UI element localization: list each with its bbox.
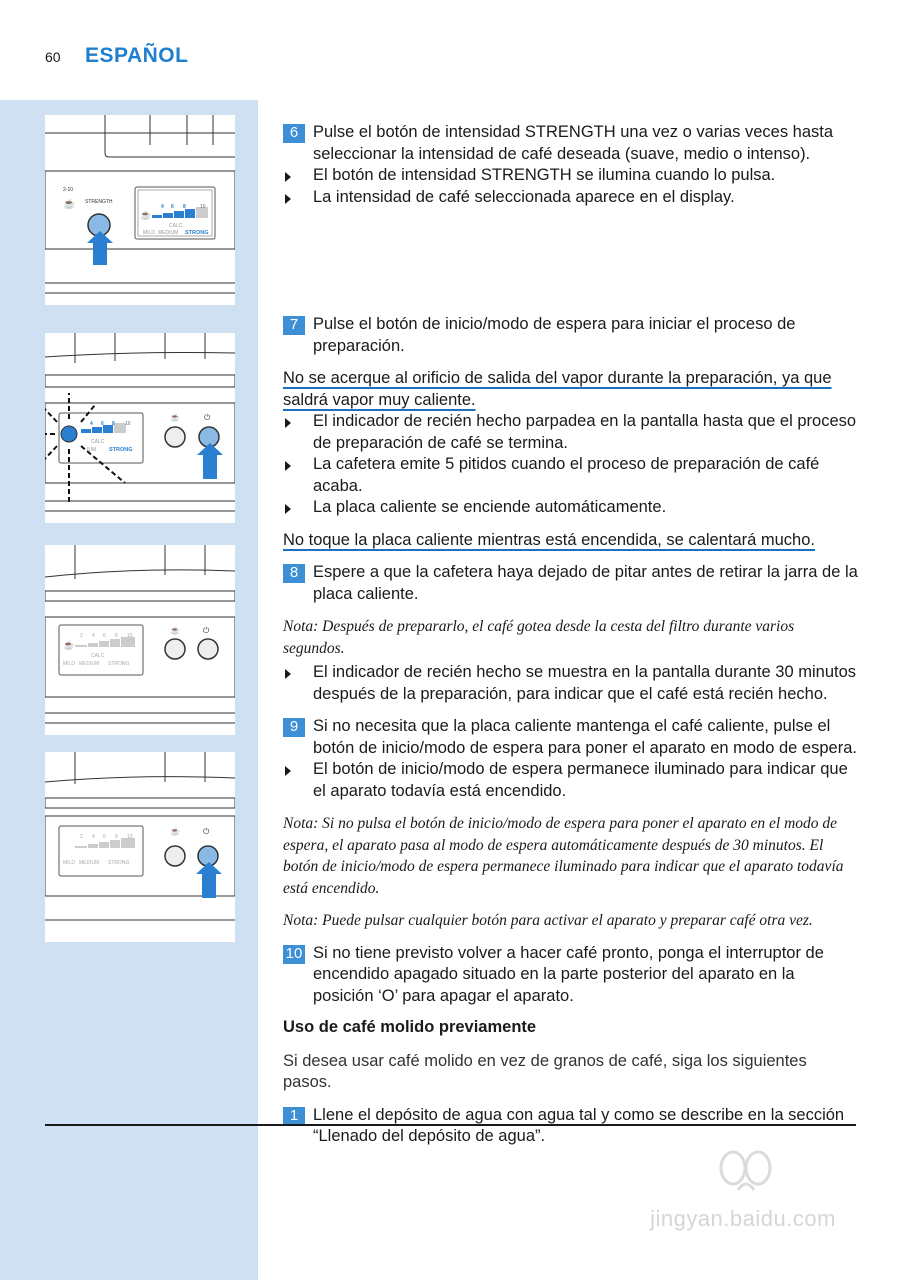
press-arrow-icon bbox=[197, 443, 223, 479]
step-text: Si no necesita que la placa caliente mantenga el café caliente, pulse el botón de inicio/modo de espera para poner el aparato en modo de espera. bbox=[313, 717, 857, 757]
scale-2: 2 bbox=[80, 834, 83, 840]
display-cup-icon: ☕ bbox=[63, 640, 75, 650]
page-language-title: ESPAÑOL bbox=[85, 44, 189, 67]
step-8 bbox=[283, 562, 859, 605]
strong-label: STRONG bbox=[185, 230, 209, 236]
step-text: Pulse el botón de inicio/modo de espera para iniciar el proceso de preparación. bbox=[313, 315, 796, 355]
scale-8: 8 bbox=[115, 834, 118, 840]
mild-label: MILD bbox=[143, 230, 155, 236]
brew-button bbox=[165, 639, 185, 659]
scale-4: 4 bbox=[90, 421, 93, 427]
cup-symbol-icon: ☕ bbox=[170, 827, 180, 836]
note-auto-standby: Nota: Si no pulsa el botón de inicio/modo de espera para poner el aparato en el modo de espera, el aparato pasa al modo de espera automáticamente después de 30 minutos. El botón de inicio/modo de espera permanece iluminado para indicar que el aparato todavía está encendido. bbox=[283, 815, 844, 897]
step-number: 6 bbox=[283, 124, 305, 143]
strong-label: STRONG bbox=[108, 860, 130, 866]
bullet-item: El botón de inicio/modo de espera permanece iluminado para indicar que el aparato todavía está encendido. bbox=[283, 759, 859, 802]
step-text: Pulse el botón de intensidad STRENGTH una vez o varias veces hasta seleccionar la intensidad de café deseada (suave, medio o intenso). bbox=[313, 123, 834, 163]
standby-icon: ⏻ bbox=[203, 626, 210, 635]
bullet-item: El indicador de recién hecho parpadea en la pantalla hasta que el proceso de preparación de café se termina. bbox=[283, 411, 859, 454]
warning-vapor: No se acerque al orificio de salida del vapor durante la preparación, ya que saldrá vapor muy caliente. bbox=[283, 369, 832, 409]
illustration-strength-button bbox=[45, 115, 235, 305]
step-number: 1 bbox=[283, 1107, 305, 1126]
step-7 bbox=[283, 314, 859, 357]
step-text: Llene el depósito de agua con agua tal y como se describe en la sección “Llenado del depósito de agua”. bbox=[313, 1105, 845, 1145]
scale-8: 8 bbox=[112, 421, 115, 427]
watermark-text: jingyan.baidu.com bbox=[650, 1206, 836, 1231]
scale-6: 6 bbox=[103, 633, 106, 639]
brew-button bbox=[165, 427, 185, 447]
scale-10: 10 bbox=[127, 633, 133, 639]
scale-4: 4 bbox=[92, 633, 95, 639]
section-title: Uso de café molido previamente bbox=[283, 1018, 537, 1036]
watermark bbox=[638, 1148, 858, 1258]
scale-6: 6 bbox=[101, 421, 104, 427]
illustration-fresh-indicator bbox=[45, 545, 235, 735]
section-intro: Si desea usar café molido en vez de granos de café, siga los siguientes pasos. bbox=[283, 1051, 807, 1091]
brew-button bbox=[165, 846, 185, 866]
illustration-standby-brewing bbox=[45, 333, 235, 523]
bullet-item: La intensidad de café seleccionada aparece en el display. bbox=[283, 187, 859, 209]
standby-button bbox=[198, 639, 218, 659]
step-number: 8 bbox=[283, 564, 305, 583]
standby-icon: ⏻ bbox=[204, 413, 211, 422]
page-number: 60 bbox=[45, 49, 61, 65]
watermark-logo-icon bbox=[638, 1148, 858, 1208]
scale-10: 10 bbox=[127, 834, 133, 840]
step-1 bbox=[283, 1105, 859, 1148]
scale-2: 4 bbox=[161, 204, 164, 210]
display-cup-icon: ☕ bbox=[140, 210, 152, 220]
press-arrow-icon bbox=[196, 862, 222, 898]
bullet-item: La placa caliente se enciende automáticamente. bbox=[283, 497, 859, 519]
medium-label: MEDIUM bbox=[79, 860, 100, 866]
medium-label: IUM bbox=[87, 447, 97, 453]
mild-label: MILD bbox=[63, 860, 75, 866]
section-divider bbox=[45, 1124, 856, 1126]
scale-4: 6 bbox=[171, 204, 174, 210]
strong-label: STRONG bbox=[108, 661, 130, 667]
calc-label: CALC bbox=[91, 653, 105, 659]
fresh-indicator-icon bbox=[61, 426, 77, 442]
scale-10: 10 bbox=[125, 421, 131, 427]
warning-hotplate: No toque la placa caliente mientras está encendida, se calentará mucho. bbox=[283, 530, 815, 549]
step-6 bbox=[283, 122, 859, 165]
cups-label: 2-10 bbox=[63, 187, 74, 193]
scale-6: 8 bbox=[183, 204, 186, 210]
illustration-standby-mode bbox=[45, 752, 235, 942]
cup-icon: ☕ bbox=[63, 199, 76, 210]
scale-6: 6 bbox=[103, 834, 106, 840]
step-9 bbox=[283, 716, 859, 759]
strong-label: STRONG bbox=[109, 447, 133, 453]
scale-4: 4 bbox=[92, 834, 95, 840]
medium-label: MEDIUM bbox=[79, 661, 100, 667]
bullet-item: El indicador de recién hecho se muestra en la pantalla durante 30 minutos después de la preparación, para indicar que el café está recién hecho. bbox=[283, 662, 859, 705]
note-drip: Nota: Después de prepararlo, el café gotea desde la cesta del filtro durante varios segundos. bbox=[283, 618, 795, 657]
bullet-item: La cafetera emite 5 pitidos cuando el proceso de preparación de café acaba. bbox=[283, 454, 859, 497]
step-number: 10 bbox=[283, 945, 305, 964]
step-text: Espere a que la cafetera haya dejado de pitar antes de retirar la jarra de la placa caliente. bbox=[313, 563, 858, 603]
standby-icon: ⏻ bbox=[203, 827, 210, 836]
instructions bbox=[283, 122, 859, 1148]
scale-2: 2 bbox=[80, 633, 83, 639]
scale-8: 8 bbox=[115, 633, 118, 639]
step-10 bbox=[283, 943, 859, 1008]
strength-label: STRENGTH bbox=[85, 199, 113, 205]
step-number: 9 bbox=[283, 718, 305, 737]
press-arrow-icon bbox=[87, 231, 113, 265]
medium-label: MEDIUM bbox=[158, 230, 179, 236]
mild-label: MILD bbox=[63, 661, 75, 667]
bullet-item: El botón de intensidad STRENGTH se ilumina cuando lo pulsa. bbox=[283, 165, 859, 187]
calc-label: CALC bbox=[169, 223, 183, 229]
note-activate: Nota: Puede pulsar cualquier botón para activar el aparato y preparar café otra vez. bbox=[283, 912, 813, 929]
cup-symbol-icon: ☕ bbox=[170, 626, 180, 635]
step-number: 7 bbox=[283, 316, 305, 335]
calc-label: CALC bbox=[91, 439, 105, 445]
cup-symbol-icon: ☕ bbox=[170, 413, 180, 422]
step-text: Si no tiene previsto volver a hacer café pronto, ponga el interruptor de encendido apagado situado en la parte posterior del aparato en la posición ‘O’ para apagar el aparato. bbox=[313, 943, 824, 1005]
scale-10: 10 bbox=[200, 204, 206, 210]
